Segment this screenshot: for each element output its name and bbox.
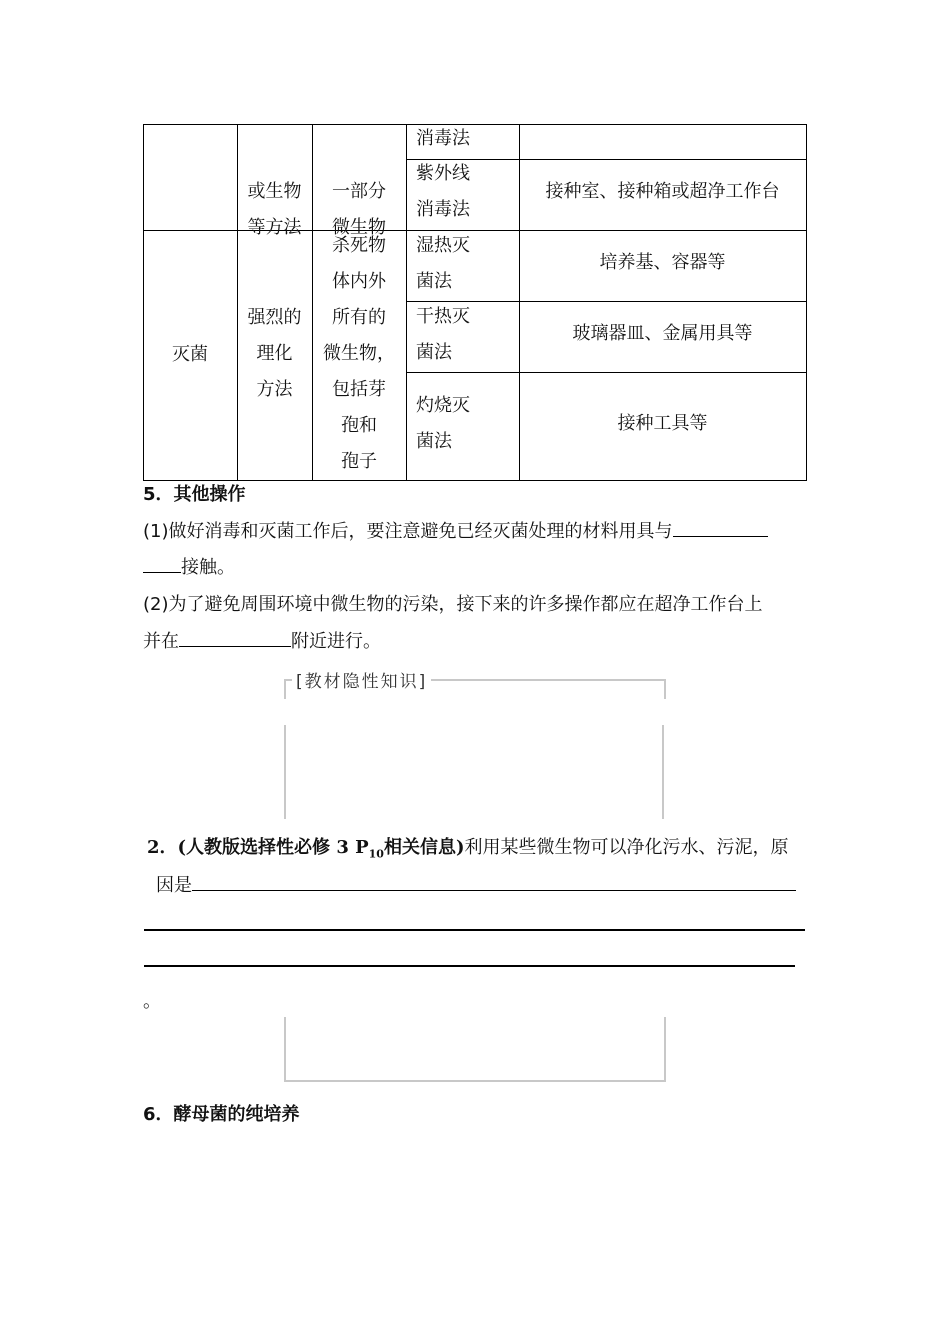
answer-line[interactable] — [144, 965, 795, 967]
table-cell-use: 接种室、接种箱或超净工作台 — [545, 181, 780, 202]
section-heading: 5．其他操作 — [143, 484, 246, 505]
table-cell-use: 玻璃器皿、金属用具等 — [572, 323, 753, 344]
paragraph-item2: (2)为了避免周围环境中微生物的污染，接下来的许多操作都应在超净工作台上 — [143, 594, 763, 615]
question-2-end: 。 — [143, 991, 161, 1012]
paragraph-item1: (1)做好消毒和灭菌工作后，要注意避免已经灭菌处理的材料用具与 — [143, 514, 768, 550]
sterilization-table — [143, 124, 807, 481]
table-border — [406, 372, 807, 373]
knowledge-box-side — [662, 725, 664, 819]
table-cell-method-name: 干热灭 菌法 — [416, 306, 470, 363]
table-cell-method-name: 紫外线 消毒法 — [416, 163, 470, 220]
knowledge-box-bottom — [284, 1017, 666, 1082]
table-border — [806, 124, 807, 481]
table-cell-method-type: 或生物 等方法 — [247, 181, 302, 238]
table-border — [406, 124, 407, 481]
table-border — [143, 124, 144, 481]
table-cell-use: 接种工具等 — [617, 413, 708, 434]
table-cell-method-name: 消毒法 — [416, 128, 470, 149]
section-heading: 6．酵母菌的纯培养 — [143, 1104, 300, 1125]
paragraph-item2-cont: 并在 附近进行。 — [143, 624, 381, 660]
question-2: 2．(人教版选择性必修 3 $P_{10}$相关信息)利用某些微生物可以净化污水、污泥，原 — [147, 837, 789, 861]
table-cell-method-name: 灼烧灭 菌法 — [416, 395, 470, 452]
question-2-line2: 因是 — [156, 868, 796, 904]
paragraph-item1-cont: 接触。 — [143, 550, 235, 586]
table-cell-target: 一部分 微生物 — [332, 181, 386, 238]
table-cell-use: 培养基、容器等 — [599, 252, 726, 273]
answer-blank[interactable] — [192, 868, 796, 891]
table-cell-method-name: 湿热灭 菌法 — [416, 235, 470, 292]
knowledge-box-label: [教材隐性知识] — [292, 667, 431, 692]
answer-line[interactable] — [144, 929, 805, 931]
knowledge-box-side — [284, 725, 286, 819]
table-cell-method-type: 强烈的 理化 方法 — [247, 307, 302, 400]
answer-blank[interactable] — [673, 514, 768, 537]
table-cell-target: 杀死物 体内外 所有的 微生物， 包括芽 孢和 孢子 — [323, 235, 395, 472]
table-cell-category: 灭菌 — [172, 344, 208, 365]
answer-blank[interactable] — [143, 550, 181, 573]
answer-blank[interactable] — [179, 624, 291, 647]
